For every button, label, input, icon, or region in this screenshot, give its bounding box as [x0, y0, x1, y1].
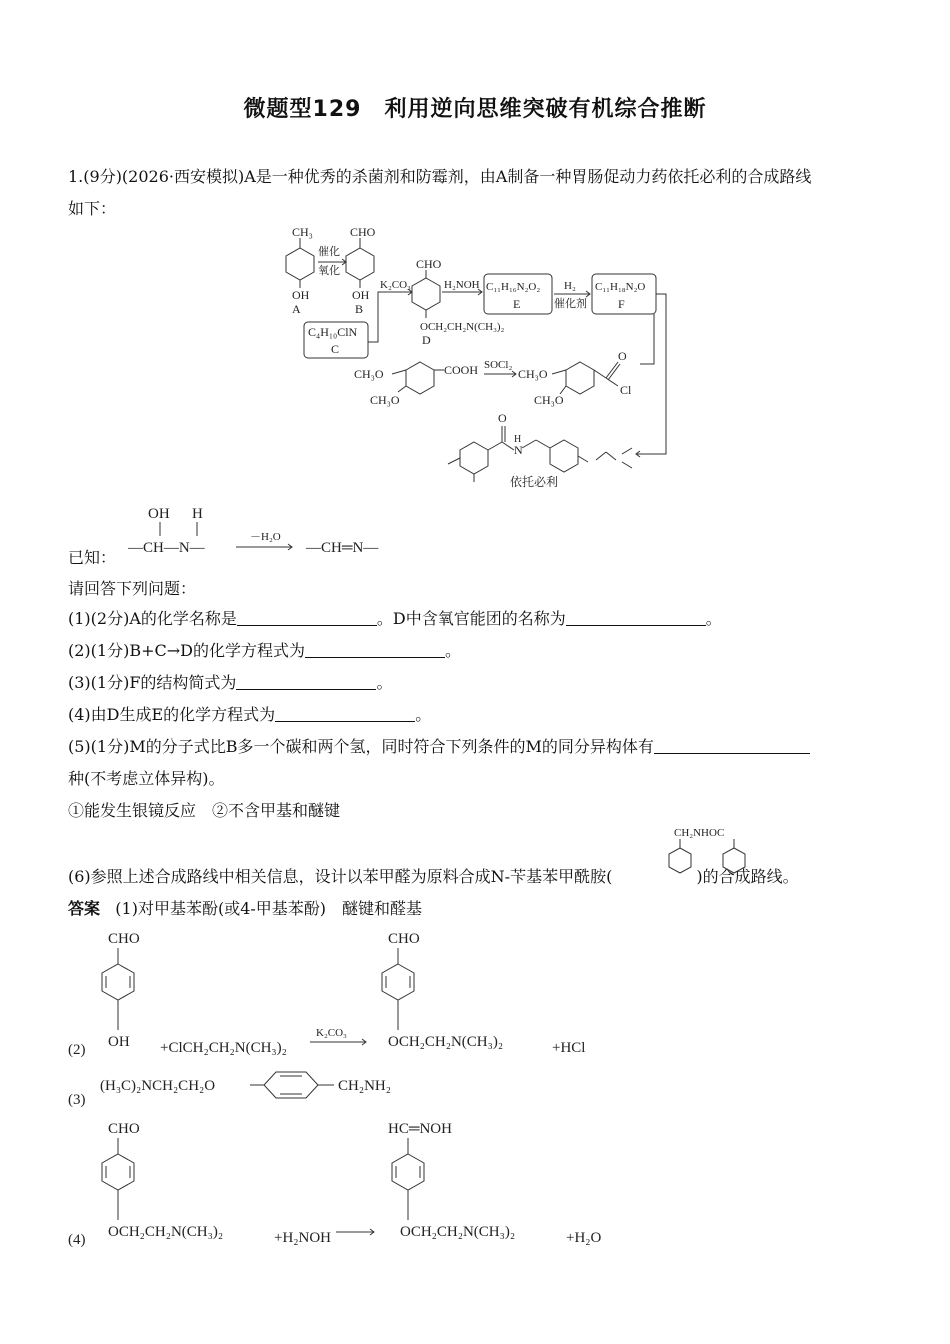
product-name: 依托必利 [510, 475, 559, 489]
a2-plus: +ClCH₂CH₂N(CH₃)₂ [160, 1040, 287, 1056]
a2-product-bottom: OCH₂CH₂N(CH₃)₂ [388, 1034, 504, 1050]
F-label: F [618, 297, 625, 311]
answer-blank-5[interactable] [654, 737, 810, 754]
q6-structure [664, 826, 754, 882]
E-label: E [513, 297, 521, 311]
answer-blank-2[interactable] [305, 641, 445, 658]
question-3: (3)(1分)F的结构简式为 。 [68, 673, 393, 692]
synthesis-scheme [270, 222, 680, 494]
question-stem-line1: 1.(9分)(2026·西安模拟)A是一种优秀的杀菌剂和防霉剂，由A制备一种胃肠促动力药依托必利的合成路线 [68, 167, 812, 186]
product-n: N [514, 443, 523, 457]
C-label: C [331, 342, 340, 356]
known-arrow-label: －H₂O [250, 531, 281, 543]
ring-acid [406, 362, 434, 394]
D-bottom: OCH₂CH₂N(CH₃)₂ [420, 321, 505, 333]
arrow1-top: 催化 [318, 246, 340, 258]
arrow5-top: SOCl₂ [484, 359, 513, 371]
a2-reactant-top: CHO [108, 931, 140, 947]
a3-left: (H₃C)₂NCH₂CH₂O [100, 1078, 216, 1094]
A-bottom: OH [292, 288, 310, 302]
arrow4-bottom: 催化剂 [554, 298, 587, 310]
a4-tail: +H₂O [566, 1230, 602, 1246]
D-label: D [422, 333, 431, 347]
known-h: H [192, 506, 203, 522]
a4-reactant-top: CHO [108, 1121, 140, 1137]
B-label: B [355, 302, 364, 316]
F-formula: C₁₁H₁₈N₂O [595, 281, 646, 293]
ring-product-2 [550, 440, 578, 472]
ring-B [346, 248, 374, 280]
answer-label: 答案 [68, 899, 101, 918]
question-1: (1)(2分)A的化学名称是 。D中含氧官能团的名称为 。 [68, 609, 722, 628]
ring-D [412, 278, 440, 310]
chloride-o: O [618, 349, 627, 363]
question-stem-line2: 如下： [68, 199, 117, 218]
a4-plus: +H₂NOH [274, 1230, 332, 1246]
known-reaction [128, 500, 408, 560]
acid-group: COOH [444, 363, 479, 377]
question-2: (2)(1分)B+C→D的化学方程式为 。 [68, 641, 461, 660]
chloride-sub1: CH₃O [518, 367, 548, 381]
q6-struct-text: CH₂NHOC [674, 827, 725, 839]
a2-num: (2) [68, 1042, 86, 1058]
arrow4-top: H₂ [564, 280, 576, 292]
a4-product-top: HC═NOH [388, 1121, 452, 1137]
question-6: (6)参照上述合成路线中相关信息，设计以苯甲醛为原料合成N-苄基苯甲酰胺( )的合成路线。 [68, 867, 799, 886]
C-formula: C₄H₁₀ClN [308, 325, 358, 339]
a2-reactant-bottom: OH [108, 1034, 130, 1050]
chloride-cl: Cl [620, 383, 632, 397]
answer-blank-1b[interactable] [566, 609, 706, 626]
chloride-sub2: CH₃O [534, 393, 564, 407]
known-right: —CH═N— [306, 540, 379, 556]
product-h: H [514, 434, 522, 445]
known-oh: OH [148, 506, 170, 522]
question-5-conditions: ①能发生银镜反应 ②不含甲基和醚键 [68, 801, 341, 820]
arrow2-top: K₂CO₃ [380, 279, 411, 291]
B-top: CHO [350, 225, 376, 239]
questions-intro: 请回答下列问题： [68, 579, 197, 598]
answer-blank-4[interactable] [275, 705, 415, 722]
product-o: O [498, 411, 507, 425]
a2-tail: +HCl [552, 1040, 586, 1056]
a2-product-top: CHO [388, 931, 420, 947]
a3-right: CH₂NH₂ [338, 1078, 391, 1094]
question-5-tail: 种(不考虑立体异构)。 [68, 769, 225, 788]
known-label: 已知： [68, 548, 117, 567]
question-5: (5)(1分)M的分子式比B多一个碳和两个氢，同时符合下列条件的M的同分异构体有 [68, 734, 810, 757]
a4-product-bottom: OCH₂CH₂N(CH₃)₂ [400, 1224, 516, 1240]
question-4: (4)由D生成E的化学方程式为 。 [68, 705, 432, 724]
answer-1: 答案 (1)对甲基苯酚(或4-甲基苯酚) 醚键和醛基 [68, 899, 423, 918]
E-formula: C₁₁H₁₆N₂O₂ [486, 281, 541, 293]
ring-chloride [566, 362, 594, 394]
acid-sub1: CH₃O [354, 367, 384, 381]
arrow3-top: H₂NOH [444, 279, 480, 291]
a2-arrow-label: K₂CO₃ [316, 1027, 347, 1039]
a4-num: (4) [68, 1232, 86, 1248]
answer-2-equation [66, 926, 626, 1060]
A-label: A [292, 302, 301, 316]
known-left: —CH—N— [128, 540, 205, 556]
D-top: CHO [416, 257, 442, 271]
a3-num: (3) [68, 1092, 86, 1108]
answer-4-equation [66, 1116, 626, 1250]
B-bottom: OH [352, 288, 370, 302]
answer-blank-1a[interactable] [237, 609, 377, 626]
answer-3-structure [66, 1064, 426, 1114]
ring-product-1 [460, 442, 488, 474]
acid-sub2: CH₃O [370, 393, 400, 407]
a4-reactant-bottom: OCH₂CH₂N(CH₃)₂ [108, 1224, 224, 1240]
ring-A [286, 248, 314, 280]
arrow1-bottom: 氧化 [318, 265, 340, 277]
answer-blank-3[interactable] [236, 673, 376, 690]
page-title: 微题型129 利用逆向思维突破有机综合推断 [243, 97, 707, 122]
A-top: CH₃ [292, 225, 313, 239]
